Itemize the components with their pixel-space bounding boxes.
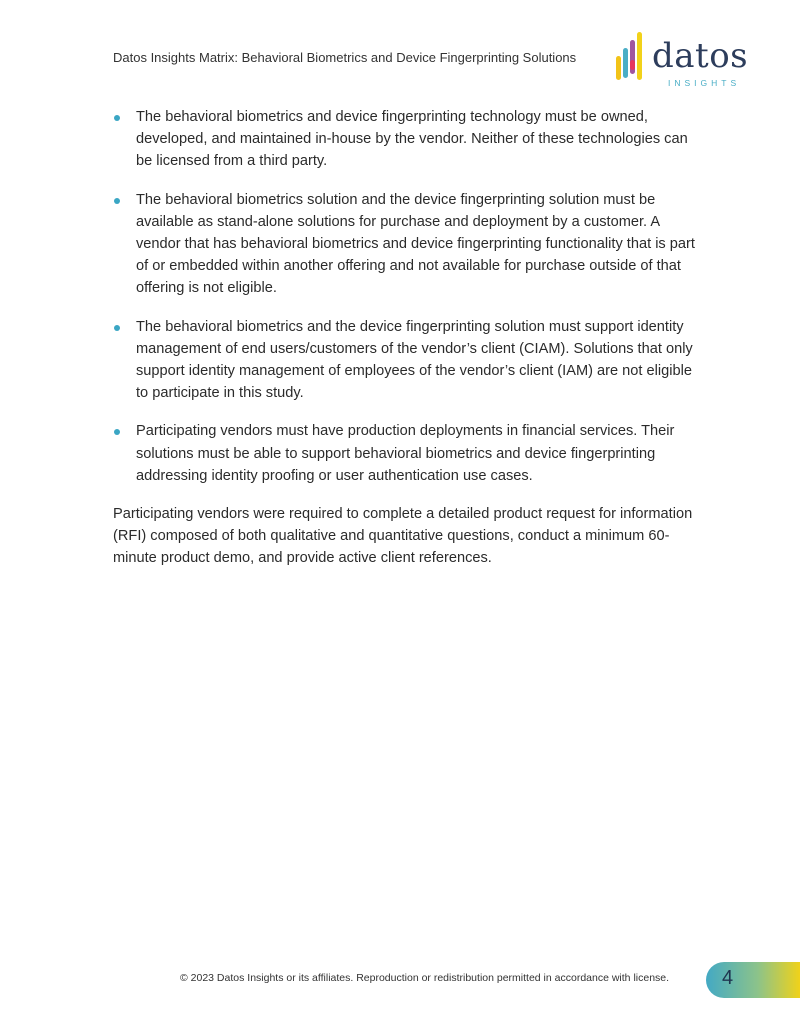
main-content bbox=[113, 106, 703, 584]
page-number-badge bbox=[706, 962, 800, 998]
bullet-icon bbox=[114, 429, 120, 435]
body-paragraph: Participating vendors were required to complete a detailed product request for information (RFI) composed of both qualitative and quantitative questions, conduct a minimum 60-minute product demo, and provide active client references. bbox=[113, 506, 693, 567]
logo-wordmark: datos bbox=[652, 36, 749, 76]
datos-logo bbox=[612, 30, 752, 90]
logo-bars-icon bbox=[612, 30, 652, 86]
list-item bbox=[113, 420, 703, 487]
eligibility-list bbox=[113, 106, 703, 487]
page-number: 4 bbox=[722, 967, 734, 989]
list-item-text: The behavioral biometrics and the device fingerprinting solution must support identity management of end users/customers of the vendor’s client (CIAM). Solutions that only support identity management of employees of the vendor’s client (IAM) are not eligible to participate in this study. bbox=[136, 318, 693, 402]
bullet-icon bbox=[114, 325, 120, 331]
list-item bbox=[113, 106, 703, 173]
bullet-icon bbox=[114, 115, 120, 121]
bullet-icon bbox=[114, 198, 120, 204]
header-title: Datos Insights Matrix: Behavioral Biometrics and Device Fingerprinting Solutions bbox=[113, 50, 577, 65]
logo-subtitle: INSIGHTS bbox=[668, 78, 741, 88]
list-item bbox=[113, 189, 703, 300]
list-item-text: Participating vendors must have production deployments in financial services. Their solutions must be able to support behavioral biometrics and device fingerprinting addressing identity proofing or user authentication use cases. bbox=[136, 423, 675, 484]
footer-copyright: © 2023 Datos Insights or its affiliates. Reproduction or redistribution permitted in accordance with license. bbox=[180, 972, 670, 984]
list-item-text: The behavioral biometrics solution and the device fingerprinting solution must be available as stand-alone solutions for purchase and deployment by a customer. A vendor that has behavioral biometrics and device fingerprinting functionality that is part of or embedded within another offering and not available for purchase outside of that offering is not eligible. bbox=[136, 191, 695, 297]
list-item-text: The behavioral biometrics and device fingerprinting technology must be owned, developed, and maintained in-house by the vendor. Neither of these technologies can be licensed from a third party. bbox=[136, 109, 688, 170]
list-item bbox=[113, 316, 703, 405]
